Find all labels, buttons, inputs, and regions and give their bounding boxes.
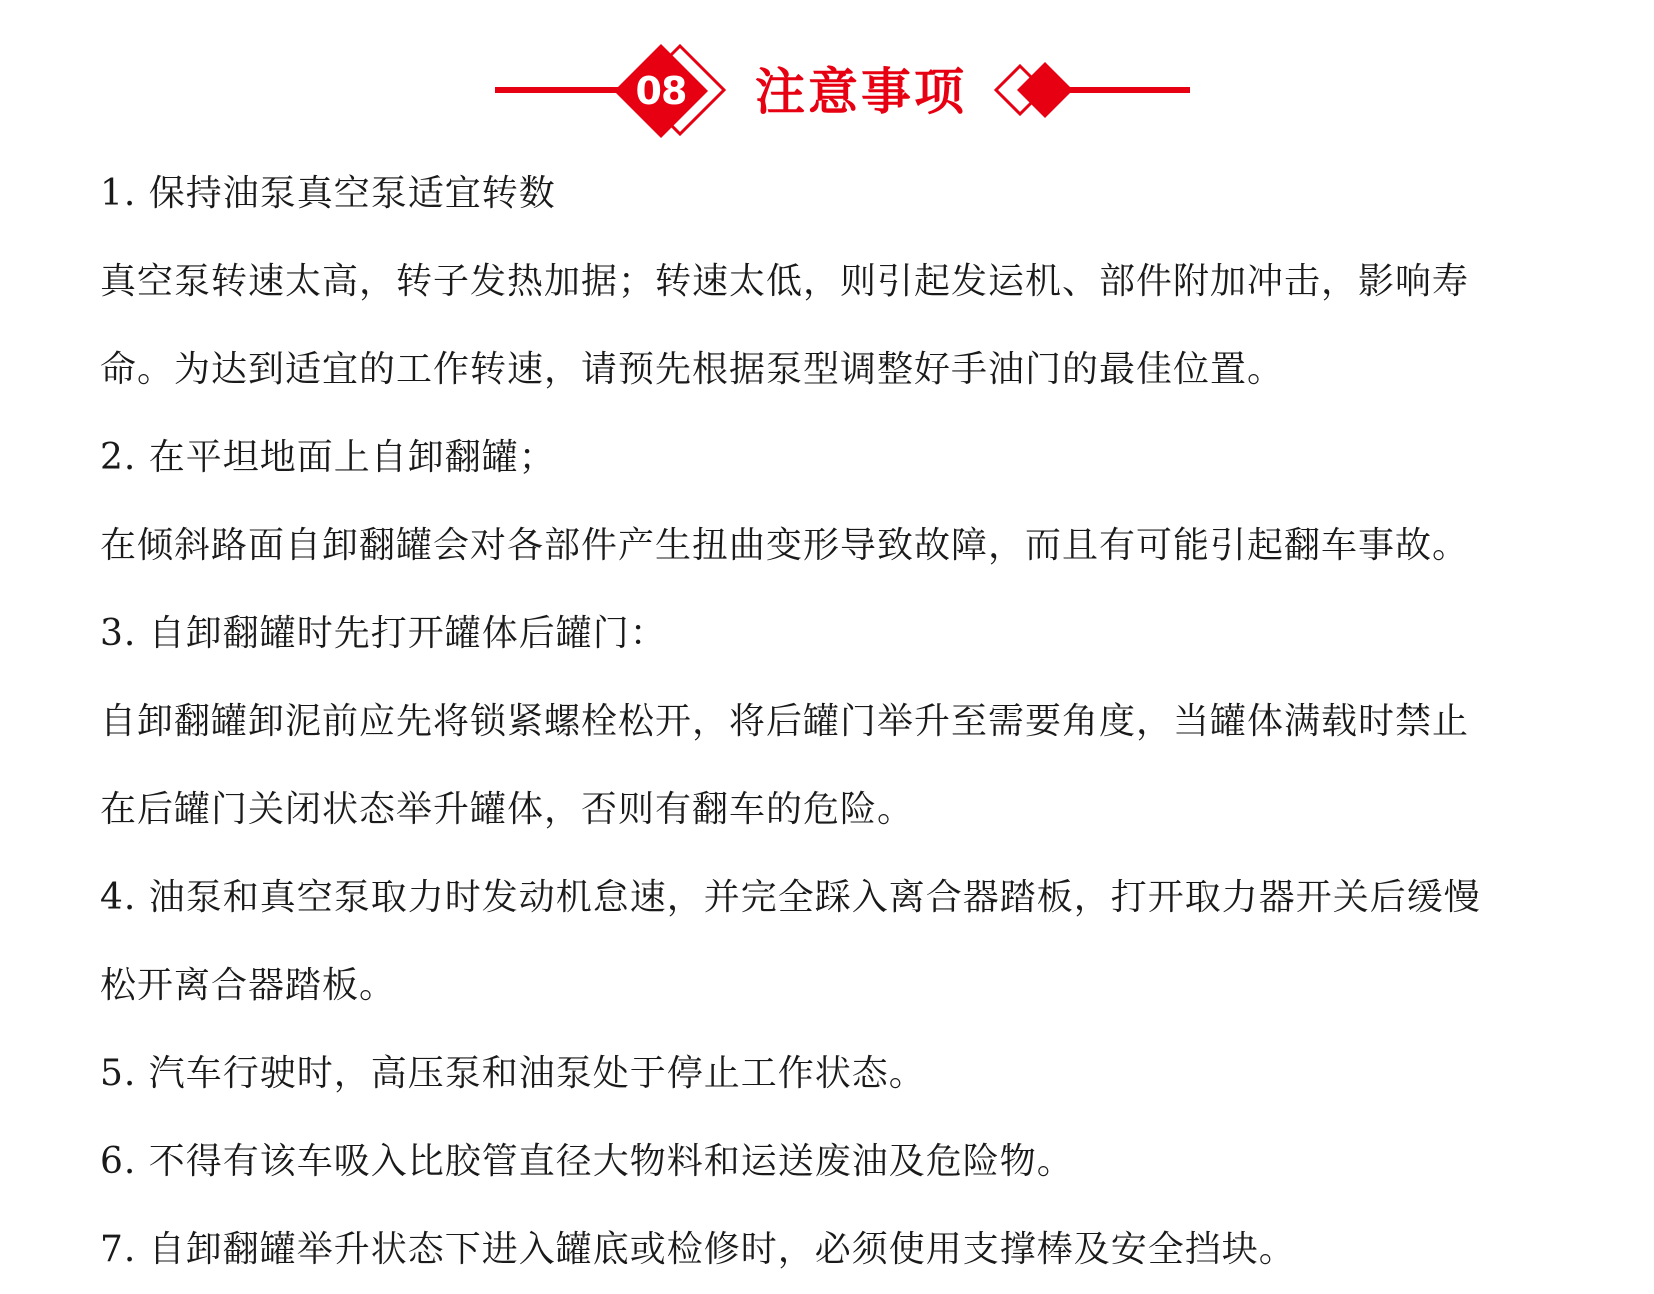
note-line: 3. 自卸翻罐时先打开罐体后罐门： [100, 613, 667, 654]
section-number: 08 [635, 69, 687, 113]
note-line: 1. 保持油泵真空泵适宜转数 [100, 173, 556, 214]
note-line: 7. 自卸翻罐举升状态下进入罐底或检修时，必须使用支撑棒及安全挡块。 [100, 1229, 1296, 1270]
section-title: 注意事项 [755, 63, 967, 121]
note-line: 真空泵转速太高，转子发热加据；转速太低，则引起发运机、部件附加冲击，影响寿 [100, 261, 1470, 302]
section-header [0, 0, 1654, 140]
note-line: 松开离合器踏板。 [100, 965, 397, 1006]
note-line: 在后罐门关闭状态举升罐体，否则有翻车的危险。 [100, 789, 915, 830]
note-line: 自卸翻罐卸泥前应先将锁紧螺栓松开，将后罐门举升至需要角度，当罐体满载时禁止 [100, 701, 1470, 742]
note-line: 命。为达到适宜的工作转速，请预先根据泵型调整好手油门的最佳位置。 [100, 349, 1285, 390]
note-line: 6. 不得有该车吸入比胶管直径大物料和运送废油及危险物。 [100, 1141, 1074, 1182]
notes-body [100, 150, 1560, 1294]
note-line: 5. 汽车行驶时，高压泵和油泵处于停止工作状态。 [100, 1053, 926, 1094]
note-line: 在倾斜路面自卸翻罐会对各部件产生扭曲变形导致故障，而且有可能引起翻车事故。 [100, 525, 1470, 566]
note-line: 2. 在平坦地面上自卸翻罐； [100, 437, 556, 478]
note-line: 4. 油泵和真空泵取力时发动机怠速，并完全踩入离合器踏板，打开取力器开关后缓慢 [100, 877, 1481, 918]
